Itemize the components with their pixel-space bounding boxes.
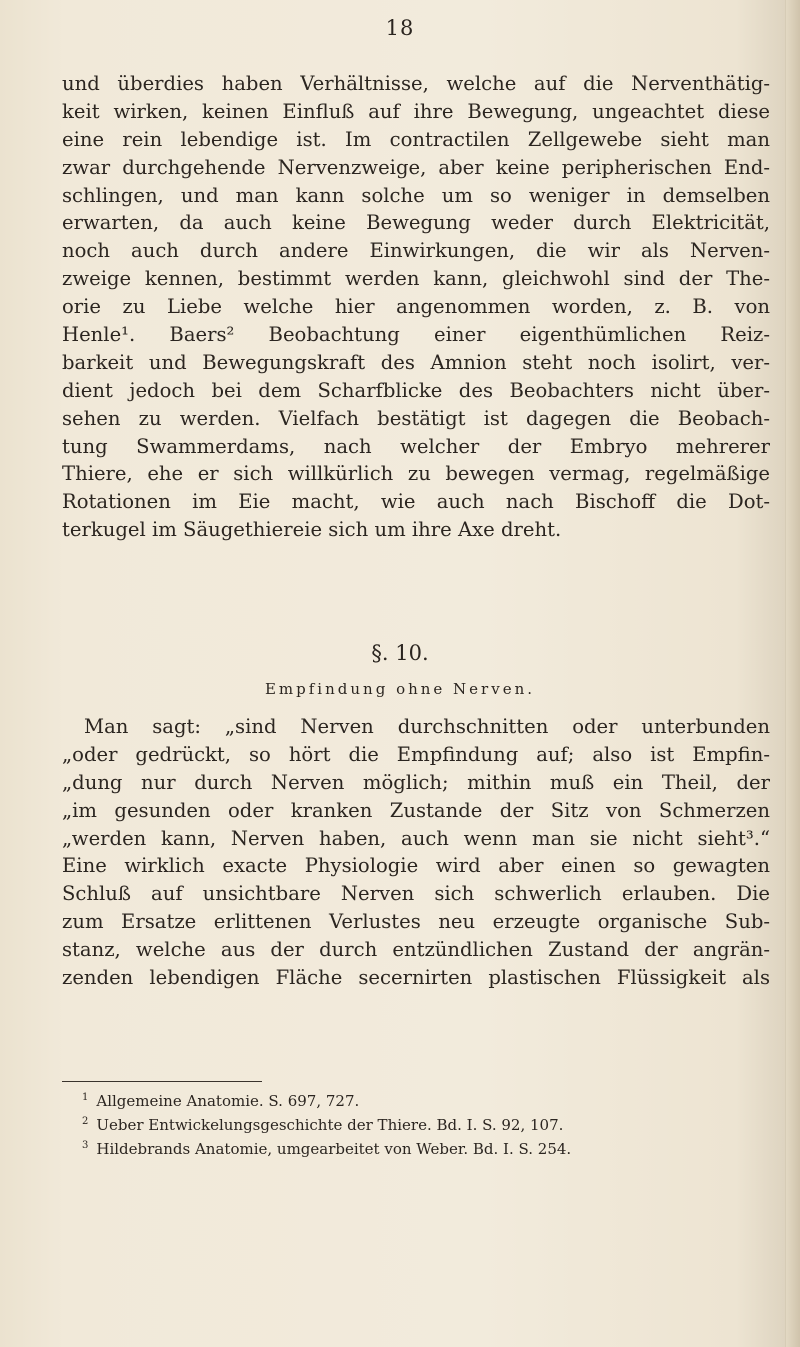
text-line: „dung nur durch Nerven möglich; mithin muß ein Theil, der [62,770,770,794]
footnote-text: Ueber Entwickelungsgeschichte der Thiere. Bd. I. S. 92, 107. [96,1116,564,1134]
text-line: erwarten, da auch keine Bewegung weder durch Elektricität, [62,211,770,235]
text-line: zenden lebendigen Fläche secernirten plastischen Flüssigkeit als [62,966,770,990]
text-line: Thiere, ehe er sich willkürlich zu bewegen vermag, regelmäßige [62,462,770,486]
text-line: und überdies haben Verhältnisse, welche auf die Nerventhätig- [62,72,770,95]
text-line: Man sagt: „sind Nerven durchschnitten oder unterbunden [84,715,770,738]
section-number: §. 10. [371,641,429,665]
footnote [82,1134,772,1158]
text-line: „oder gedrückt, so hört die Empfindung auf; also ist Empfin- [62,742,770,766]
text-line: Schluß auf unsichtbare Nerven sich schwerlich erlauben. Die [62,882,770,906]
text-line: tung Swammerdams, nach welcher der Embryo mehrerer [62,434,770,458]
text-line: stanz, welche aus der durch entzündlichen Zustand der angrän- [62,938,770,962]
page-edge [785,0,800,1347]
text-line: eine rein lebendige ist. Im contractilen Zellgewebe sieht man [62,127,770,151]
text-line: dient jedoch bei dem Scharfblicke des Beobachters nicht über- [62,378,770,402]
footnote [82,1086,772,1110]
text-line: Eine wirklich exacte Physiologie wird aber einen so gewagten [62,854,770,878]
text-line: orie zu Liebe welche hier angenommen worden, z. B. von [62,295,770,319]
text-line: keit wirken, keinen Einfluß auf ihre Bewegung, ungeachtet diese [62,99,770,123]
footnotes [82,1086,772,1158]
text-line: zwar durchgehende Nervenzweige, aber keine peripherischen End- [62,155,770,179]
footnote-text: Allgemeine Anatomie. S. 697, 727. [96,1092,360,1110]
paragraph-2 [62,713,770,992]
text-line: zweige kennen, bestimmt werden kann, gleichwohl sind der The- [62,267,770,291]
text-line: zum Ersatze erlittenen Verlustes neu erzeugte organische Sub- [62,910,770,934]
section-title: Empfindung ohne Nerven. [264,680,536,698]
footnote-mark: 3 [82,1140,89,1151]
footnote-mark: 2 [82,1116,89,1127]
footnote-mark: 1 [82,1092,89,1103]
text-line: schlingen, und man kann solche um so weniger in demselben [62,183,770,207]
text-line: Henle¹. Baers² Beobachtung einer eigenthümlichen Reiz- [62,323,770,347]
page-number: 18 [385,16,415,40]
text-line: noch auch durch andere Einwirkungen, die wir als Nerven- [62,239,770,263]
text-line: „im gesunden oder kranken Zustande der Sitz von Schmerzen [62,798,770,822]
text-line: terkugel im Säugethiereie sich um ihre Axe dreht. [62,518,562,542]
text-line: barkeit und Bewegungskraft des Amnion steht noch isolirt, ver- [62,350,770,374]
footnote-divider [62,1081,262,1082]
text-line: sehen zu werden. Vielfach bestätigt ist dagegen die Beobach- [62,406,770,430]
paragraph-1 [62,70,770,544]
footnote [82,1110,772,1134]
text-line: Rotationen im Eie macht, wie auch nach Bischoff die Dot- [62,490,770,514]
footnote-text: Hildebrands Anatomie, umgearbeitet von Weber. Bd. I. S. 254. [96,1140,572,1158]
text-line: „werden kann, Nerven haben, auch wenn man sie nicht sieht³.“ [62,826,770,850]
